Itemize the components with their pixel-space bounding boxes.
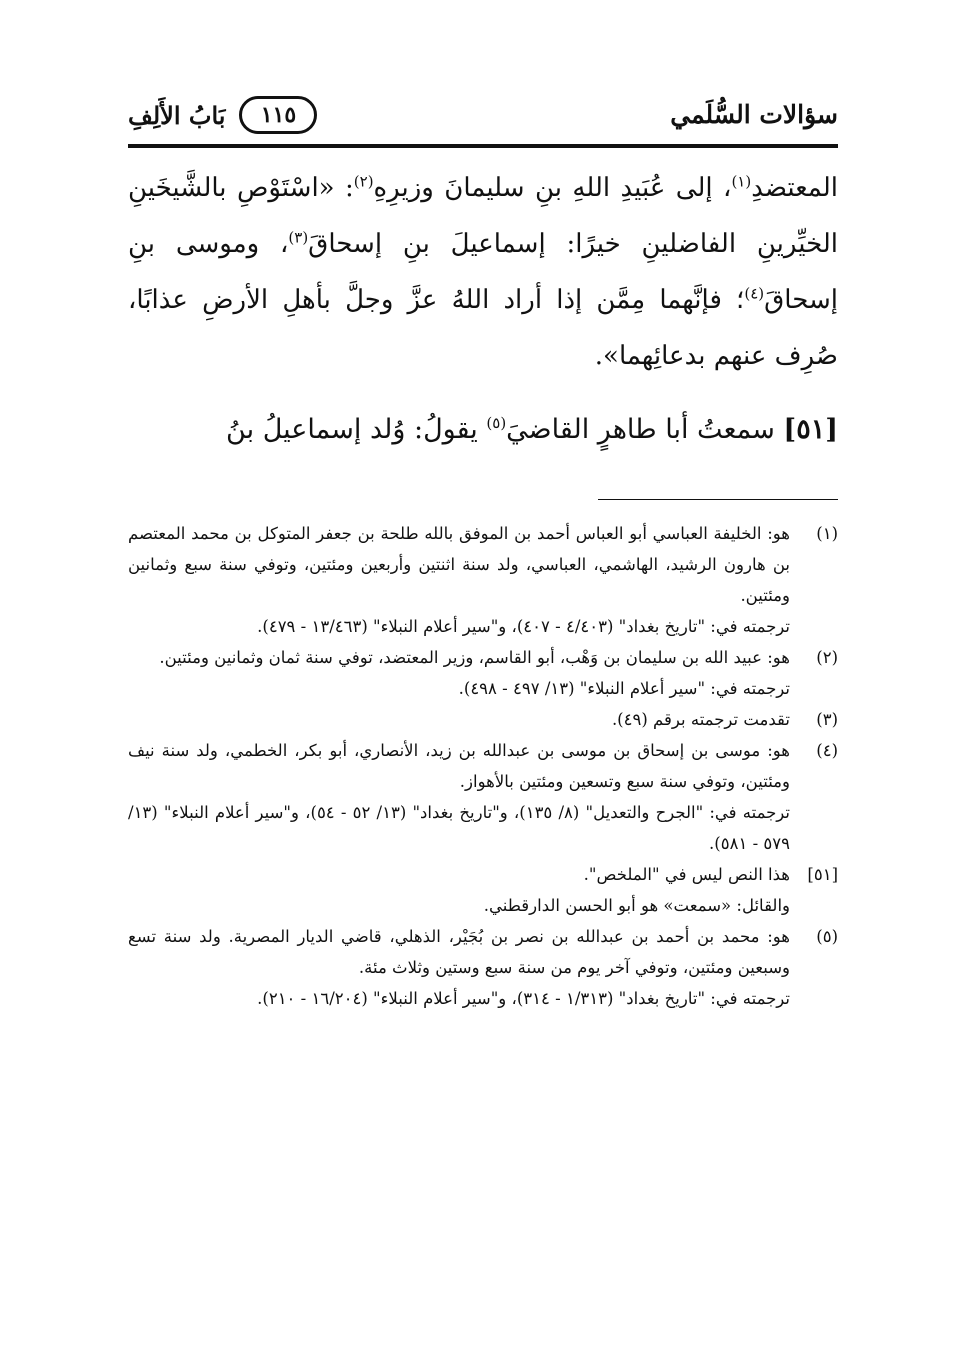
text-run: : «اسْتَوْصِ بالشَّيخَينِ الخيِّرينِ الفاضلينِ خيرًا: إسماعيلَ بنِ إسحاقَ xyxy=(128,173,839,259)
footnote-line: هو: عبيد الله بن سليمان بن وَهْب، أبو القاسم، وزير المعتضد، توفي سنة ثمان وثمانين ومئتين. xyxy=(159,648,790,667)
footnote-line: ترجمته في: "الجرح والتعديل" (٨/ ١٣٥)، و"تاريخ بغداد" (١٣/ ٥٢ - ٥٤)، و"سير أعلام النبلاء" (١٣/ ٥٧٩ - ٥٨١). xyxy=(128,803,790,853)
footnote-marker: (٢) xyxy=(353,172,374,191)
footnote-line: والقائل: «سمعت» هو أبو الحسن الدارقطني. xyxy=(483,896,790,915)
footnotes xyxy=(128,518,838,1014)
footnote-line: هو: محمد بن أحمد بن عبدالله بن نصر بن بُجَيْر، الذهلي، قاضي الديار المصرية. ولد سنة تسع وسبعين ومئتين، وتوفي آخر يوم من سنة سبع وستين وثلاث مئة. xyxy=(128,927,790,977)
footnote xyxy=(128,704,838,735)
footnote-body xyxy=(128,704,790,735)
text-run: ، إلى عُبَيدِ اللهِ بنِ سليمانَ وزيرِهِ xyxy=(373,173,732,203)
main-text xyxy=(128,160,838,384)
text-run: المعتضدِ xyxy=(751,173,838,203)
entry-51 xyxy=(128,408,838,452)
footnote-line: هذا النص ليس في "الملخص". xyxy=(583,865,790,884)
footnote-body xyxy=(128,859,790,921)
footnote-line: تقدمت ترجمته برقم (٤٩). xyxy=(611,710,790,729)
footnote-number: (٥) xyxy=(816,927,838,946)
entry-text-before: سمعتُ أبا طاهرٍ القاضيَ xyxy=(506,414,784,445)
main-paragraph xyxy=(128,160,838,384)
footnote xyxy=(128,735,838,859)
chapter-title: بَابُ الأَلِفِ xyxy=(128,100,226,130)
footnote-number: (٤) xyxy=(816,741,838,760)
footnote-body xyxy=(128,518,790,642)
footnote-line: هو: موسى بن إسحاق بن موسى بن عبدالله بن زيد، الأنصاري، أبو بكر، الخطمي، ولد سنة نيف ومئتين، وتوفي سنة سبع وتسعين ومئتين بالأهواز. xyxy=(128,741,790,791)
footnote-line: ترجمته في: "تاريخ بغداد" (١/٣١٣ - ٣١٤)، و"سير أعلام النبلاء" (١٦/٢٠٤ - ٢١٠). xyxy=(257,989,790,1008)
footnote-body xyxy=(128,735,790,859)
entry-text-after: يقولُ: وُلد إسماعيلُ بنُ xyxy=(226,414,487,445)
footnote-marker: (١) xyxy=(731,172,752,191)
footnote xyxy=(128,518,838,642)
footnote-number: (٣) xyxy=(816,710,838,729)
entry-number: [٥١] xyxy=(783,414,838,445)
footnote-marker: (٣) xyxy=(288,228,309,247)
footnote-marker: (٥) xyxy=(486,414,507,432)
footnote xyxy=(128,642,838,704)
footnote-number: (٢) xyxy=(816,648,838,667)
chapter-group xyxy=(128,92,317,138)
page-number: ١١٥ xyxy=(239,96,317,134)
footnote-body xyxy=(128,642,790,704)
footnote-line: ترجمته في: "تاريخ بغداد" (٤/٤٠٣ - ٤٠٧)، و"سير أعلام النبلاء" (١٣/٤٦٣ - ٤٧٩). xyxy=(257,617,790,636)
footnote xyxy=(128,859,838,921)
footnote-marker: (٤) xyxy=(744,284,765,303)
text-run: ؛ فإنَّهما مِمَّن إذا أراد اللهُ عزَّ وجلَّ بأهلِ الأرضِ عذابًا، صُرِف عنهم بدعائِهما». xyxy=(128,285,838,371)
footnote-line: ترجمته في: "سير أعلام النبلاء" (١٣/ ٤٩٧ - ٤٩٨). xyxy=(458,679,790,698)
footnote-line: هو: الخليفة العباسي أبو العباس أحمد بن الموفق بالله طلحة بن جعفر المتوكل بن محمد المعتصم بن هارون الرشيد، الهاشمي، العباسي، ولد سنة اثنتين وأربعين ومئتين، وتوفي سنة سبع وثمانين ومئتين. xyxy=(128,524,790,605)
footnote-number: [٥١] xyxy=(807,865,838,884)
footnote-body xyxy=(128,921,790,1014)
footnote-separator xyxy=(598,499,838,500)
running-header xyxy=(128,92,838,142)
text-run: ، وموسى بنِ إسحاقَ xyxy=(128,229,838,315)
footnote xyxy=(128,921,838,1014)
header-rule xyxy=(128,144,838,148)
book-title: سؤالات السُّلَمي xyxy=(670,100,838,129)
footnote-number: (١) xyxy=(816,524,838,543)
